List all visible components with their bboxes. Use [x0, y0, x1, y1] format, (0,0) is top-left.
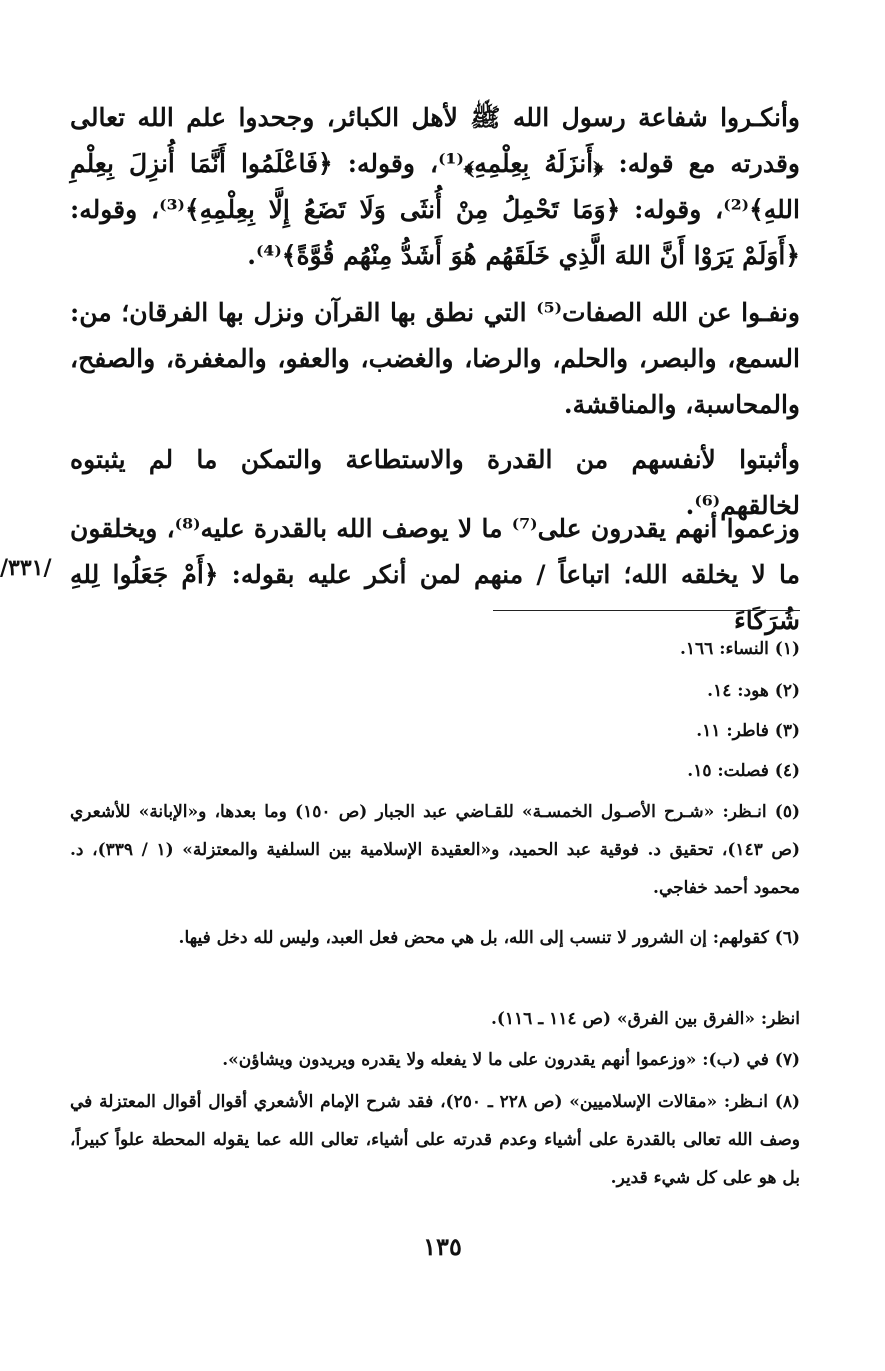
paragraph-claims: وزعموا أنهم يقدرون على⁽⁷⁾ ما لا يوصف الله بالقدرة عليه⁽⁸⁾، ويخلقون ما لا يخلقه الله؛ اتباعاً / منهم لمن أنكر عليه بقوله: ﴿أَمْ جَعَلُوا لِلهِ شُرَكَاءَ: [70, 514, 800, 635]
footnote-3: (٣) فاطر: ١١.: [696, 721, 800, 741]
footnote-separator: [493, 610, 800, 611]
paragraph-intercession: وأنكـروا شفاعة رسول الله ﷺ لأهل الكبائر، وجحدوا علم الله تعالى وقدرته مع قوله: ﴿أَنزَلَهُ بِعِلْمِهِ﴾⁽¹⁾، وقوله: ﴿فَاعْلَمُوا أَنَّمَا أُنزِلَ بِعِلْمِ اللهِ﴾⁽²⁾، وقوله: ﴿وَمَا تَحْمِلُ مِنْ أُنثَى وَلَا تَضَعُ إِلَّا بِعِلْمِهِ﴾⁽³⁾، وقوله: ﴿أَوَلَمْ يَرَوْا أَنَّ اللهَ الَّذِي خَلَقَهُم هُوَ أَشَدُّ مِنْهُم قُوَّةً﴾⁽⁴⁾.: [70, 103, 800, 270]
footnote-6-reference: انظر: «الفرق بين الفرق» (ص ١١٤ ـ ١١٦).: [490, 1009, 800, 1029]
footnote-2: (٢) هود: ١٤.: [707, 681, 800, 701]
footnote-5: (٥) انـظر: «شـرح الأصـول الخمسـة» للقـاضي عبد الجبار (ص ١٥٠) وما بعدها، و«الإبانة» للأشعري (ص ١٤٣)، تحقيق د. فوقية عبد الحميد، و«العقيدة الإسلامية بين السلفية والمعتزلة» (١ / ٣٣٩)، د. محمود أحمد خفاجي.: [70, 802, 801, 898]
footnote-8: (٨) انـظر: «مقالات الإسلاميين» (ص ٢٢٨ ـ ٢٥٠)، فقد شرح الإمام الأشعري أقوال أقوال المعتزلة في وصف الله تعالى بالقدرة على أشياء وعدم قدرته على أشياء، تعالى الله عما يقوله المحطة علواً كبيراً، بل هو على كل شيء قدير.: [70, 1092, 800, 1188]
footnote-4: (٤) فصلت: ١٥.: [687, 761, 800, 781]
paragraph-attributes: ونفـوا عن الله الصفات⁽⁵⁾ التي نطق بها القرآن ونزل بها الفرقان؛ من: السمع، والبصر، والحلم، والرضا، والغضب، والعفو، والمغفرة، والصفح، والمحاسبة، والمناقشة.: [70, 298, 800, 419]
margin-page-reference: /٣٣١/: [0, 555, 52, 581]
footnote-6: (٦) كقولهم: إن الشرور لا تنسب إلى الله، بل هي محض فعل العبد، وليس لله دخل فيها.: [178, 928, 800, 948]
footnote-1: (١) النساء: ١٦٦.: [679, 639, 800, 659]
paragraph-ability: وأثبتوا لأنفسهم من القدرة والاستطاعة والتمكن ما لم يثبتوه لخالقهم⁽⁶⁾.: [70, 445, 800, 520]
page-number: ١٣٥: [423, 1232, 462, 1261]
footnote-7: (٧) في (ب): «وزعموا أنهم يقدرون على ما لا يفعله ولا يقدره ويريدون ويشاؤن».: [222, 1050, 800, 1070]
